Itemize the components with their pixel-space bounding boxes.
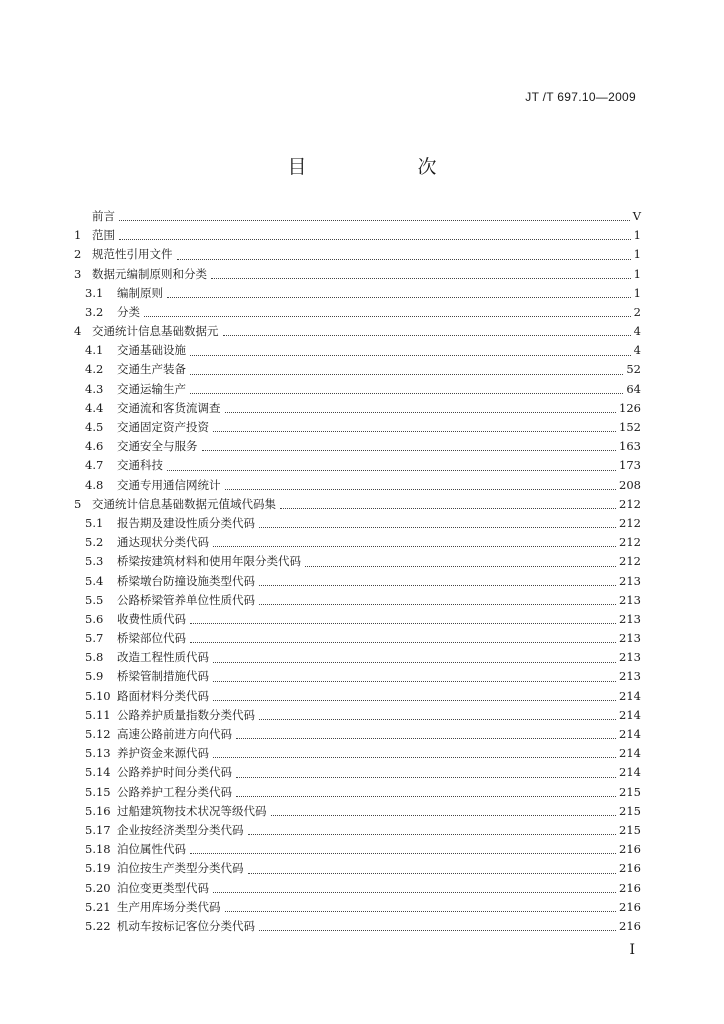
- toc-entry-page: 212: [619, 535, 641, 550]
- toc-entry-title: 公路养护质量指数分类代码: [117, 707, 255, 722]
- dot-leader: [236, 777, 616, 778]
- toc-entry-number: 3: [74, 266, 82, 281]
- page-title: 目 次: [287, 156, 483, 178]
- dot-leader: [225, 489, 617, 490]
- toc-entry-title: 收费性质代码: [117, 611, 186, 626]
- toc-entry-number: 5.9: [85, 669, 104, 684]
- toc-entry-title: 养护资金来源代码: [117, 746, 209, 761]
- toc-entry-title: 泊位属性代码: [117, 842, 186, 857]
- toc-entry-page: 216: [619, 861, 641, 876]
- toc-entry-page: 216: [619, 880, 641, 895]
- toc-entry-title: 桥梁部位代码: [117, 631, 186, 646]
- toc-entry[interactable]: [74, 783, 641, 802]
- toc-entry-page: 126: [619, 400, 641, 415]
- toc-entry-number: 4.6: [85, 439, 104, 454]
- toc-entry[interactable]: [74, 245, 641, 264]
- toc-entry-page: 213: [619, 650, 641, 665]
- dot-leader: [213, 700, 616, 701]
- page-number: I: [629, 942, 635, 958]
- toc-entry[interactable]: [74, 341, 641, 360]
- toc-entry[interactable]: [74, 917, 641, 936]
- toc-entry-title: 桥梁管制措施代码: [117, 669, 209, 684]
- toc-entry-page: 4: [633, 324, 641, 339]
- toc-entry[interactable]: [74, 322, 641, 341]
- toc-entry[interactable]: [74, 687, 641, 706]
- toc-entry-title: 公路养护时间分类代码: [117, 765, 232, 780]
- dot-leader: [213, 757, 616, 758]
- toc-entry[interactable]: [74, 898, 641, 917]
- toc-entry-title: 公路养护工程分类代码: [117, 784, 232, 799]
- toc-entry-number: 1: [74, 228, 82, 243]
- toc-entry-page: 213: [619, 631, 641, 646]
- toc-entry-number: 5.20: [85, 880, 111, 895]
- toc-entry-title: 交通安全与服务: [117, 439, 198, 454]
- toc-entry-title: 分类: [117, 304, 140, 319]
- toc-entry-title: 路面材料分类代码: [117, 688, 209, 703]
- toc-entry-page: 52: [626, 362, 641, 377]
- toc-entry-title: 公路桥梁管养单位性质代码: [117, 592, 255, 607]
- toc-entry[interactable]: [74, 284, 641, 303]
- toc-entry-number: 4.7: [85, 458, 104, 473]
- toc-entry-page: 212: [619, 515, 641, 530]
- dot-leader: [177, 259, 631, 260]
- toc-entry-title: 泊位变更类型代码: [117, 880, 209, 895]
- toc-entry-number: 5.8: [85, 650, 104, 665]
- toc-entry-page: 216: [619, 842, 641, 857]
- dot-leader: [211, 278, 631, 279]
- dot-leader: [259, 527, 616, 528]
- toc-entry-number: 4.4: [85, 400, 104, 415]
- toc-entry[interactable]: [74, 668, 641, 687]
- dot-leader: [190, 393, 623, 394]
- toc-entry-title: 编制原则: [117, 285, 163, 300]
- toc-entry[interactable]: [74, 591, 641, 610]
- toc-entry-number: 5.6: [85, 611, 104, 626]
- toc-entry-title: 企业按经济类型分类代码: [117, 822, 244, 837]
- toc-entry-number: 4: [74, 324, 82, 339]
- toc-entry-page: 4: [633, 343, 641, 358]
- toc-entry-number: 4.8: [85, 477, 104, 492]
- toc-entry-page: 2: [633, 304, 641, 319]
- toc-entry-title: 交通流和客货流调查: [117, 400, 221, 415]
- toc-entry-title: 通达现状分类代码: [117, 535, 209, 550]
- toc-entry[interactable]: [74, 610, 641, 629]
- toc-entry-number: 5.14: [85, 765, 111, 780]
- dot-leader: [259, 585, 616, 586]
- dot-leader: [167, 470, 616, 471]
- dot-leader: [271, 815, 617, 816]
- toc-entry-page: 152: [619, 420, 641, 435]
- toc-entry-page: 215: [619, 803, 641, 818]
- toc-entry[interactable]: [74, 456, 641, 475]
- toc-entry-title: 机动车按标记客位分类代码: [117, 918, 255, 933]
- toc-entry-number: 5.7: [85, 631, 104, 646]
- toc-entry[interactable]: [74, 763, 641, 782]
- toc-entry[interactable]: [74, 361, 641, 380]
- toc-entry-page: 215: [619, 784, 641, 799]
- toc-entry-title: 泊位按生产类型分类代码: [117, 861, 244, 876]
- toc-entry-number: 5.21: [85, 899, 111, 914]
- toc-entry-page: 163: [619, 439, 641, 454]
- toc-entry-title: 前言: [92, 208, 115, 223]
- toc-entry-page: 212: [619, 496, 641, 511]
- toc-entry[interactable]: [74, 552, 641, 571]
- toc-entry-page: 173: [619, 458, 641, 473]
- toc-entry[interactable]: [74, 725, 641, 744]
- toc-entry[interactable]: [74, 495, 641, 514]
- toc-entry[interactable]: [74, 629, 641, 648]
- toc-entry-number: 5.4: [85, 573, 104, 588]
- toc-entry-number: 4.3: [85, 381, 104, 396]
- toc-entry[interactable]: [74, 380, 641, 399]
- dot-leader: [259, 719, 616, 720]
- toc-entry-title: 过船建筑物技术状况等级代码: [117, 803, 267, 818]
- dot-leader: [213, 662, 616, 663]
- toc-entry-number: 5.16: [85, 803, 111, 818]
- toc-entry-number: 4.2: [85, 362, 104, 377]
- toc-entry-title: 报告期及建设性质分类代码: [117, 515, 255, 530]
- toc-entry-title: 交通统计信息基础数据元: [92, 324, 219, 339]
- toc-entry-page: 213: [619, 592, 641, 607]
- dot-leader: [213, 892, 616, 893]
- toc-entry[interactable]: [74, 648, 641, 667]
- toc-entry[interactable]: [74, 303, 641, 322]
- dot-leader: [259, 604, 616, 605]
- toc-entry-title: 交通固定资产投资: [117, 420, 209, 435]
- toc-entry-number: 3.1: [85, 285, 104, 300]
- dot-leader: [280, 508, 616, 509]
- toc-entry-number: 2: [74, 247, 82, 262]
- dot-leader: [213, 431, 616, 432]
- toc-entry-title: 改造工程性质代码: [117, 650, 209, 665]
- toc-entry[interactable]: [74, 744, 641, 763]
- dot-leader: [190, 642, 616, 643]
- dot-leader: [202, 450, 617, 451]
- toc-entry-page: 208: [619, 477, 641, 492]
- toc-entry-number: 5.10: [85, 688, 111, 703]
- toc-entry-page: 1: [633, 266, 641, 281]
- toc-entry-title: 桥梁按建筑材料和使用年限分类代码: [117, 554, 301, 569]
- dot-leader: [259, 930, 616, 931]
- toc-entry-page: 1: [633, 247, 641, 262]
- toc-entry-page: 214: [619, 727, 641, 742]
- toc-entry-title: 交通运输生产: [117, 381, 186, 396]
- dot-leader: [223, 335, 631, 336]
- toc-entry-title: 交通统计信息基础数据元值域代码集: [92, 496, 276, 511]
- toc-entry[interactable]: [74, 840, 641, 859]
- toc-entry-number: 5.12: [85, 727, 111, 742]
- toc-entry-number: 5.11: [85, 707, 111, 722]
- toc-entry-number: 5.2: [85, 535, 104, 550]
- toc-entry-title: 生产用库场分类代码: [117, 899, 221, 914]
- dot-leader: [119, 220, 630, 221]
- toc-entry-number: 5.22: [85, 918, 111, 933]
- toc-entry-title: 交通科技: [117, 458, 163, 473]
- dot-leader: [190, 623, 616, 624]
- toc-entry-title: 交通生产装备: [117, 362, 186, 377]
- toc-entry-page: 64: [626, 381, 641, 396]
- dot-leader: [213, 681, 616, 682]
- toc-entry-title: 规范性引用文件: [92, 247, 173, 262]
- dot-leader: [236, 738, 616, 739]
- toc-entry-page: 213: [619, 611, 641, 626]
- dot-leader: [119, 239, 631, 240]
- toc-entry[interactable]: [74, 879, 641, 898]
- toc-entry-page: 214: [619, 688, 641, 703]
- toc-entry-page: 1: [633, 285, 641, 300]
- toc-entry[interactable]: [74, 802, 641, 821]
- toc-entry-page: 213: [619, 669, 641, 684]
- toc-entry-page: 214: [619, 765, 641, 780]
- toc-entry-number: 5.19: [85, 861, 111, 876]
- toc-entry-number: 5.3: [85, 554, 104, 569]
- toc-entry-number: 5.1: [85, 515, 104, 530]
- toc-entry-title: 范围: [92, 228, 115, 243]
- toc-entry[interactable]: [74, 859, 641, 878]
- dot-leader: [305, 566, 616, 567]
- toc-entry-page: 215: [619, 822, 641, 837]
- toc-entry-page: 216: [619, 899, 641, 914]
- toc-entry[interactable]: [74, 226, 641, 245]
- dot-leader: [190, 355, 631, 356]
- toc-entry-page: V: [632, 208, 641, 223]
- toc-entry-title: 桥梁墩台防撞设施类型代码: [117, 573, 255, 588]
- dot-leader: [190, 374, 623, 375]
- toc-entry-number: 5.15: [85, 784, 111, 799]
- standard-code: JT /T 697.10—2009: [525, 90, 636, 104]
- toc-entry[interactable]: [74, 207, 641, 226]
- dot-leader: [144, 316, 631, 317]
- toc-entry[interactable]: [74, 514, 641, 533]
- toc-entry[interactable]: [74, 399, 641, 418]
- toc-entry-number: 5.5: [85, 592, 104, 607]
- dot-leader: [213, 546, 616, 547]
- toc-entry-number: 4.5: [85, 420, 104, 435]
- dot-leader: [225, 412, 617, 413]
- toc-entry[interactable]: [74, 476, 641, 495]
- toc-entry-number: 5.13: [85, 746, 111, 761]
- dot-leader: [225, 911, 617, 912]
- dot-leader: [167, 297, 631, 298]
- toc-entry[interactable]: [74, 572, 641, 591]
- toc-entry-title: 高速公路前进方向代码: [117, 727, 232, 742]
- toc-entry-page: 1: [633, 228, 641, 243]
- toc-entry-number: 4.1: [85, 343, 104, 358]
- dot-leader: [190, 853, 616, 854]
- toc-entry-page: 214: [619, 707, 641, 722]
- toc-entry-title: 数据元编制原则和分类: [92, 266, 207, 281]
- toc-entry-page: 216: [619, 918, 641, 933]
- toc-entry-page: 213: [619, 573, 641, 588]
- toc-entry-title: 交通基础设施: [117, 343, 186, 358]
- toc-entry-page: 212: [619, 554, 641, 569]
- toc-entry[interactable]: [74, 533, 641, 552]
- toc-entry[interactable]: [74, 418, 641, 437]
- toc-entry-title: 交通专用通信网统计: [117, 477, 221, 492]
- toc-entry-number: 5.18: [85, 842, 111, 857]
- toc-entry[interactable]: [74, 265, 641, 284]
- toc-entry[interactable]: [74, 821, 641, 840]
- dot-leader: [248, 834, 617, 835]
- toc-entry[interactable]: [74, 437, 641, 456]
- dot-leader: [236, 796, 616, 797]
- toc-entry[interactable]: [74, 706, 641, 725]
- toc-entry-number: 3.2: [85, 304, 104, 319]
- toc-entry-number: 5: [74, 496, 82, 511]
- dot-leader: [248, 873, 617, 874]
- toc-entry-number: 5.17: [85, 822, 111, 837]
- toc-entry-page: 214: [619, 746, 641, 761]
- table-of-contents: [74, 207, 641, 936]
